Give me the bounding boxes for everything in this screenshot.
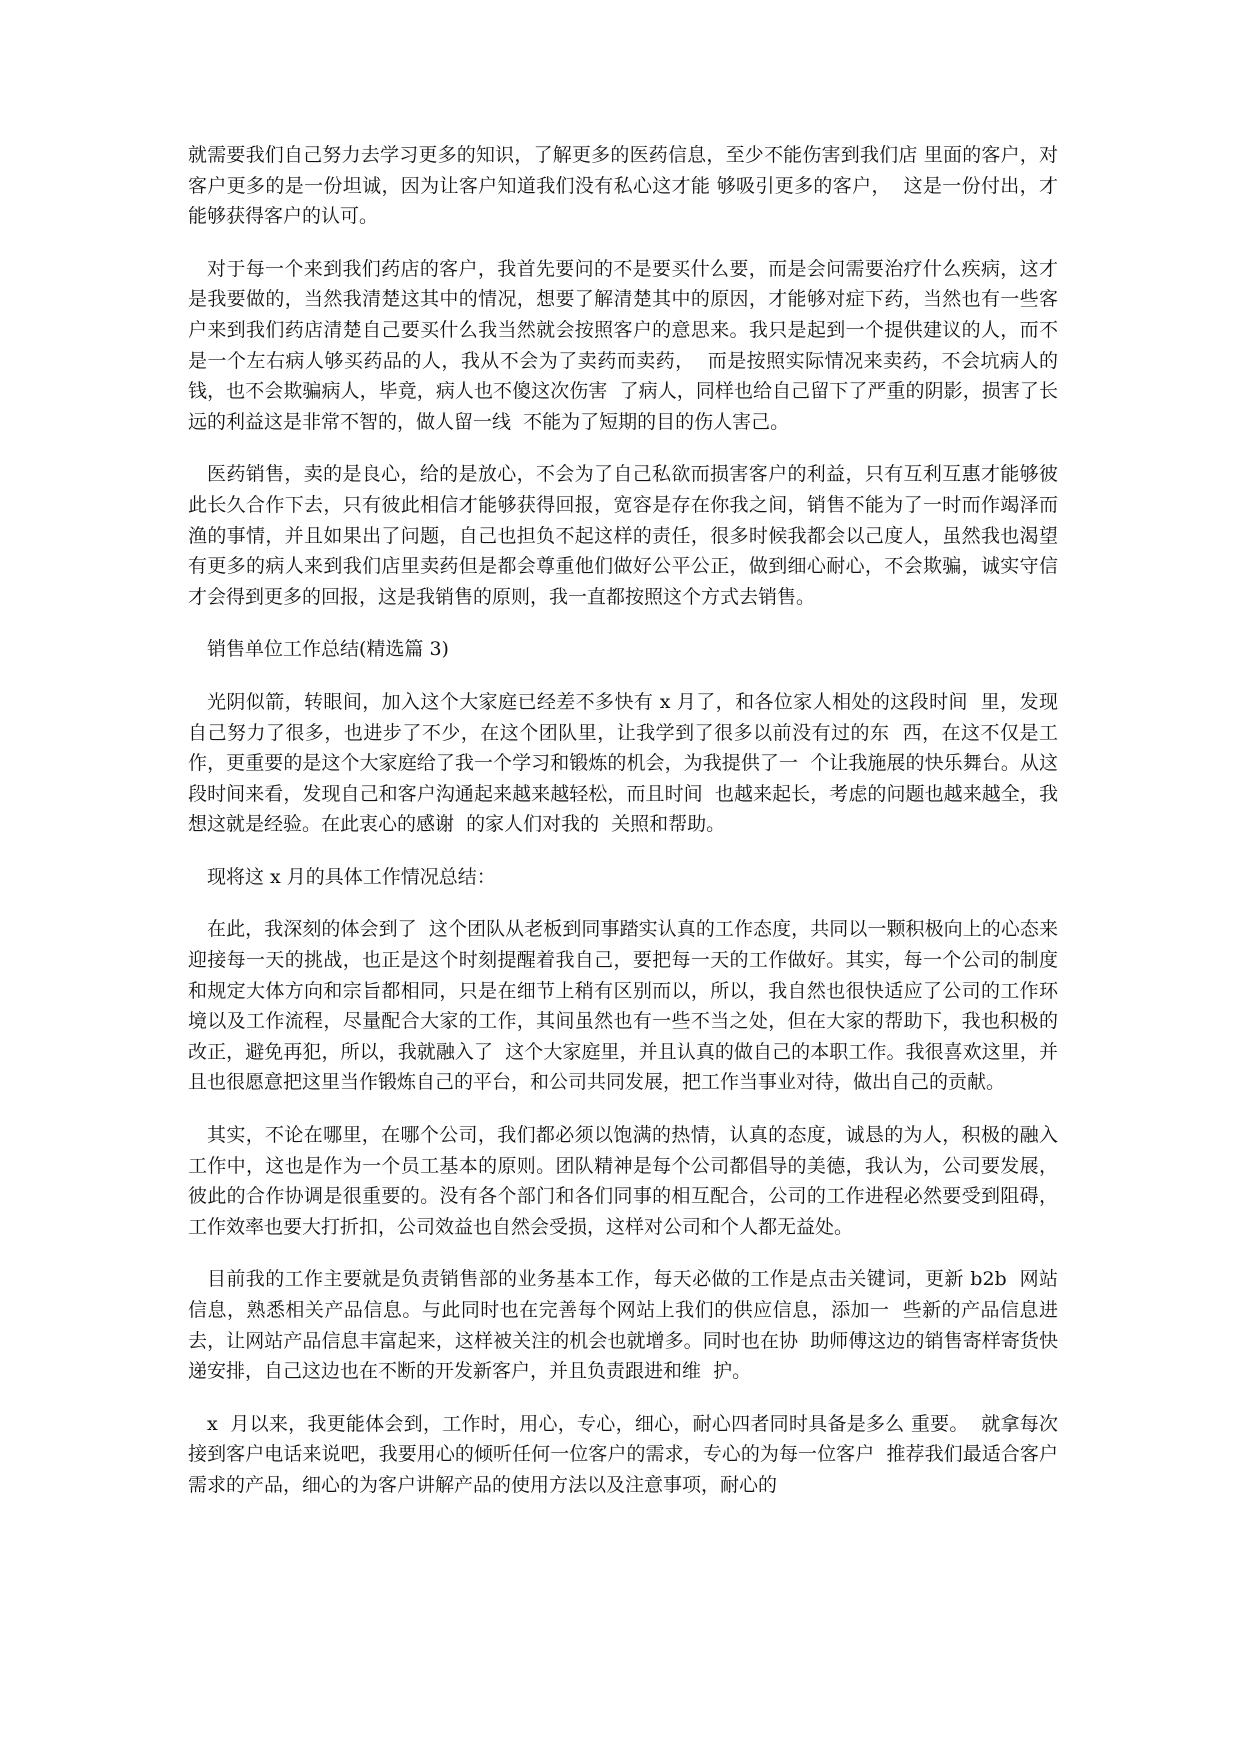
paragraph-7: 其实，不论在哪里，在哪个公司，我们都必须以饱满的热情，认真的态度，诚恳的为人，积极的融入工作中，这也是作为一个员工基本的原则。团队精神是每个公司都倡导的美德，我认为，公司要发展，彼此的合作协调是很重要的。没有各个部门和各们同事的相互配合，公司的工作进程必然要受到阻碍，工作效率也要大打折扣，公司效益也自然会受损，这样对公司和个人都无益处。: [188, 1124, 1058, 1238]
paragraph-8: 目前我的工作主要就是负责销售部的业务基本工作，每天必做的工作是点击关键词，更新 b2b 网站信息，熟悉相关产品信息。与此同时也在完善每个网站上我们的供应信息，添加一 些新的产品信息进去，让网站产品信息丰富起来，这样被关注的机会也就增多。同时也在协 助师傅这边的销售寄样寄货快递安排，自己这边也在不断的开发新客户，并且负责跟进和维 护。: [188, 1268, 1058, 1383]
paragraph-4: 光阴似箭，转眼间，加入这个大家庭已经差不多快有 x 月了，和各位家人相处的这段时间 里，发现自己努力了很多，也进步了不少，在这个团队里，让我学到了很多以前没有过的东 西，在这不仅是工作，更重要的是这个大家庭给了我一个学习和锻炼的机会，为我提供了一 个让我施展的快乐舞台。从这段时间来看，发现自己和客户沟通起来越来越轻松，而且时间 也越来起长，考虑的问题也越来越全，我想这就是经验。在此衷心的感谢 的家人们对我的 关照和帮助。: [188, 690, 1058, 836]
paragraph-3: 医药销售，卖的是良心，给的是放心，不会为了自己私欲而损害客户的利益，只有互利互惠才能够彼此长久合作下去，只有彼此相信才能够获得回报，宽容是存在你我之间，销售不能为了一时而作竭泽而渔的事情，并且如果出了问题，自己也担负不起这样的责任，很多时候我都会以己度人，虽然我也渴望有更多的病人来到我们店里卖药但是都会尊重他们做好公平公正，做到细心耐心，不会欺骗，诚实守信才会得到更多的回报，这是我销售的原则，我一直都按照这个方式去销售。: [188, 463, 1058, 608]
paragraph-1: 就需要我们自己努力去学习更多的知识，了解更多的医药信息，至少不能伤害到我们店 里面的客户，对客户更多的是一份坦诚，因为让客户知道我们没有私心这才能 够吸引更多的客户， 这是一份付出，才能够获得客户的认可。: [188, 144, 1058, 228]
paragraph-5: 现将这 x 月的具体工作情况总结：: [207, 865, 496, 888]
paragraph-2: 对于每一个来到我们药店的客户，我首先要问的不是要买什么要，而是会问需要治疗什么疾病，这才是我要做的，当然我清楚这其中的情况，想要了解清楚其中的原因，才能够对症下药，当然也有一些客户来到我们药店清楚自己要买什么我当然就会按照客户的意思来。我只是起到一个提供建议的人，而不是一个左右病人够买药品的人，我从不会为了卖药而卖药， 而是按照实际情况来卖药，不会坑病人的钱，也不会欺骗病人，毕竟，病人也不傻这次伤害 了病人，同样也给自己留下了严重的阴影，损害了长远的利益这是非常不智的，做人留一线 不能为了短期的目的伤人害己。: [188, 257, 1058, 433]
section-heading: 销售单位工作总结(精选篇 3): [207, 638, 449, 661]
paragraph-9: x 月以来，我更能体会到，工作时，用心，专心，细心，耐心四者同时具备是多么 重要。 就拿每次接到客户电话来说吧，我要用心的倾听任何一位客户的需求，专心的为每一位客户 推荐我们最适合客户需求的产品，细心的为客户讲解产品的使用方法以及注意事项，耐心的: [188, 1412, 1058, 1496]
paragraph-6: 在此，我深刻的体会到了 这个团队从老板到同事踏实认真的工作态度，共同以一颗积极向上的心态来迎接每一天的挑战，也正是这个时刻提醒着我自己，要把每一天的工作做好。其实，每一个公司的制度和规定大体方向和宗旨都相同，只是在细节上稍有区别而以，所以，我自然也很快适应了公司的工作环境以及工作流程，尽量配合大家的工作，其间虽然也有一些不当之处，但在大家的帮助下，我也积极的改正，避免再犯，所以，我就融入了 这个大家庭里，并且认真的做自己的本职工作。我很喜欢这里，并且也很愿意把这里当作锻炼自己的平台，和公司共同发展，把工作当事业对待，做出自己的贡献。: [188, 918, 1058, 1094]
document-page: [188, 140, 1058, 1523]
